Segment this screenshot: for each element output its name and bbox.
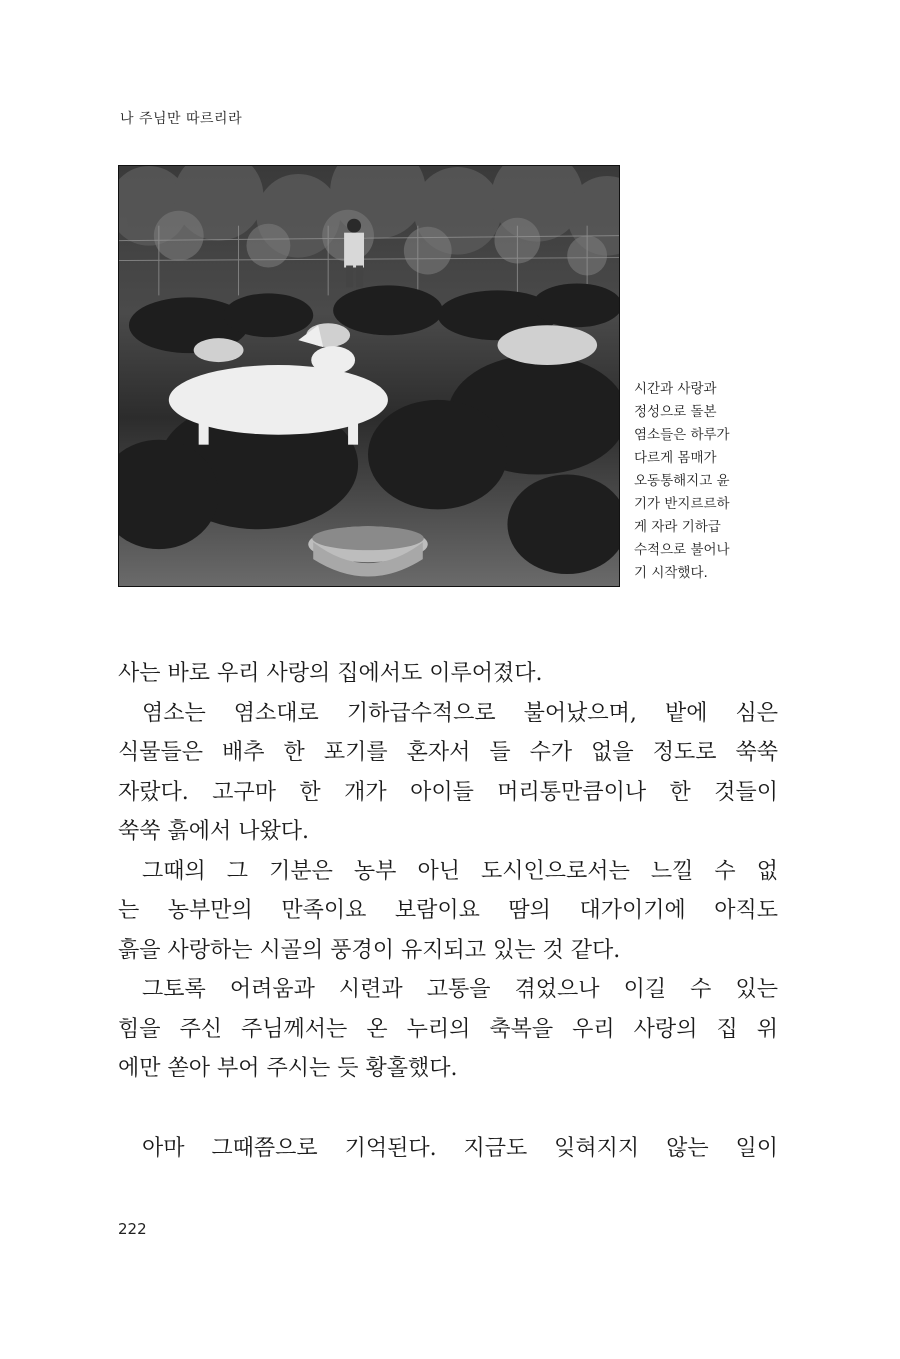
paragraph — [118, 654, 778, 694]
text-line: 힘을 주신 주님께서는 온 누리의 축복을 우리 사랑의 집 위 — [118, 1016, 778, 1042]
text-line: 그때의 그 기분은 농부 아닌 도시인으로서는 느낄 수 없 — [142, 858, 778, 884]
caption-line: 수적으로 불어나 — [634, 542, 730, 558]
text-line: 아마 그때쯤으로 기억된다. 지금도 잊혀지지 않는 일이 — [142, 1135, 778, 1161]
paragraph-gap — [118, 1089, 778, 1129]
text-line: 염소는 염소대로 기하급수적으로 불어났으며, 밭에 심은 — [142, 700, 778, 726]
page-number: 222 — [118, 1220, 147, 1238]
photo-image — [119, 166, 619, 586]
paragraph — [118, 852, 778, 971]
caption-line: 기가 반지르르하 — [634, 496, 730, 512]
text-line: 사는 바로 우리 사랑의 집에서도 이루어졌다. — [118, 661, 543, 686]
body-text — [118, 654, 778, 1168]
text-line: 흙을 사랑하는 시골의 풍경이 유지되고 있는 것 같다. — [118, 937, 621, 963]
photo-caption — [634, 378, 764, 585]
caption-line: 다르게 몸매가 — [634, 450, 717, 466]
text-line: 에만 쏟아 부어 주시는 듯 황홀했다. — [118, 1056, 458, 1081]
text-line: 쑥쑥 흙에서 나왔다. — [118, 819, 309, 844]
text-line: 자랐다. 고구마 한 개가 아이들 머리통만큼이나 한 것들이 — [118, 779, 778, 805]
caption-line: 정성으로 돌본 — [634, 404, 717, 420]
text-line: 식물들은 배추 한 포기를 혼자서 들 수가 없을 정도로 쑥쑥 — [118, 740, 778, 765]
running-head: 나 주님만 따르리라 — [120, 111, 243, 127]
text-line: 는 농부만의 만족이요 보람이요 땀의 대가이기에 아직도 — [118, 898, 778, 923]
paragraph — [118, 970, 778, 1089]
caption-line: 기 시작했다. — [634, 565, 708, 581]
caption-line: 오동통해지고 윤 — [634, 473, 730, 489]
text-line: 그토록 어려움과 시련과 고통을 겪었으나 이길 수 있는 — [142, 977, 778, 1002]
paragraph — [118, 694, 778, 852]
caption-line: 시간과 사랑과 — [634, 381, 717, 397]
photo-goats-herd — [118, 165, 620, 587]
paragraph — [118, 1129, 778, 1169]
caption-line: 게 자라 기하급 — [634, 519, 721, 535]
caption-line: 염소들은 하루가 — [634, 427, 730, 443]
